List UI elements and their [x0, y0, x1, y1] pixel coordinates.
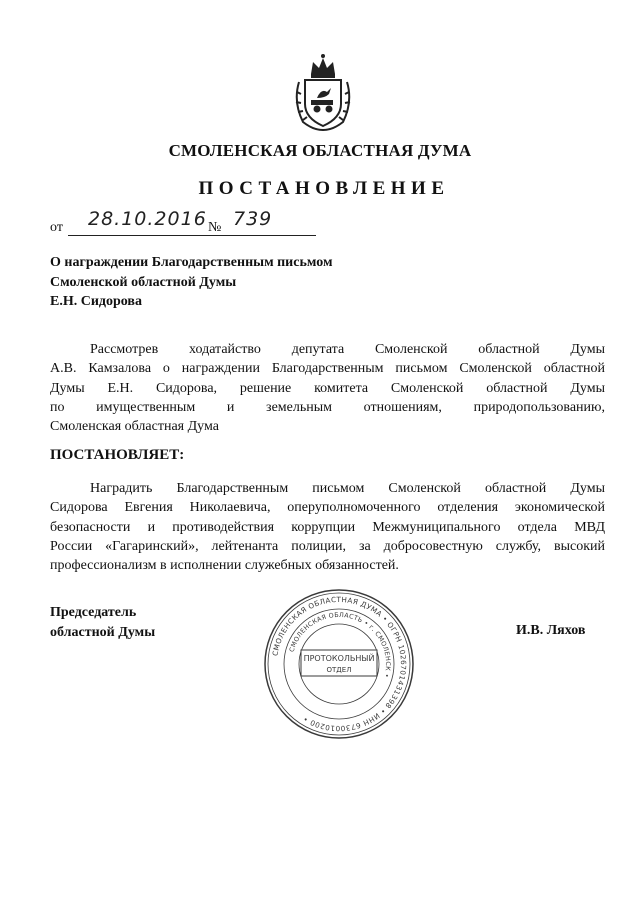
document-type-title: ПОСТАНОВЛЕНИЕ: [198, 178, 450, 199]
subject-line: Смоленской областной Думы: [50, 274, 237, 290]
official-seal-stamp: [263, 588, 415, 740]
stamp-center-line2: ОТДЕЛ: [326, 666, 352, 674]
paragraph-line: Наградить Благодарственным письмом Смоленской областной Думы: [90, 481, 605, 496]
date-value: 28.10.2016: [88, 208, 207, 230]
organization-title: СМОЛЕНСКАЯ ОБЛАСТНАЯ ДУМА: [168, 141, 472, 160]
date-prefix: от: [50, 220, 63, 235]
number-underline: [226, 235, 316, 236]
paragraph-line: по имущественным и земельным отношениям, природопользованию,: [50, 399, 605, 415]
preamble-paragraph: [50, 340, 605, 436]
stamp-outer-text: СМОЛЕНСКАЯ ОБЛАСТНАЯ ДУМА • ОГРН 1026701431398 • ИНН 6730010200 •: [270, 594, 409, 734]
paragraph-line: профессионализм в исполнении служебных обязанностей.: [50, 558, 399, 574]
subject-line: О награждении Благодарственным письмом: [50, 255, 333, 270]
paragraph-line: Сидорова Евгения Николаевича, оперуполномоченного отделения экономической: [50, 500, 605, 516]
paragraph-line: Рассмотрев ходатайство депутата Смоленской областной Думы: [90, 342, 605, 357]
stamp-inner-text: СМОЛЕНСКАЯ ОБЛАСТЬ • г. СМОЛЕНСК •: [287, 610, 393, 679]
signatory-name: И.В. Ляхов: [516, 623, 586, 638]
paragraph-line: А.В. Камзалова о награждении Благодарственным письмом Смоленской областной: [50, 361, 605, 377]
paragraph-line: России «Гагаринский», лейтенанта полиции, за добросовестную службу, высокий: [50, 538, 605, 554]
position-line: областной Думы: [50, 624, 156, 640]
paragraph-line: Смоленская областная Дума: [50, 419, 219, 435]
paragraph-line: Думы Е.Н. Сидорова, решение комитета Смоленской областной Думы: [50, 380, 605, 396]
stamp-center-line1: ПРОТОКОЛЬНЫЙ: [303, 654, 375, 663]
position-line: Председатель: [50, 605, 137, 620]
number-prefix: №: [208, 220, 222, 235]
decree-heading: ПОСТАНОВЛЯЕТ:: [50, 447, 185, 463]
paragraph-line: безопасности и противодействия коррупции Межмуниципального отдела МВД: [50, 519, 605, 535]
document-date-number: [50, 208, 290, 236]
subject-line: Е.Н. Сидорова: [50, 294, 142, 309]
date-underline: [68, 235, 252, 236]
decision-paragraph: [50, 479, 605, 575]
document-subject: [50, 253, 332, 312]
number-value: 739: [233, 208, 273, 230]
coat-of-arms-emblem: [293, 52, 353, 132]
signatory-position: [50, 603, 155, 642]
